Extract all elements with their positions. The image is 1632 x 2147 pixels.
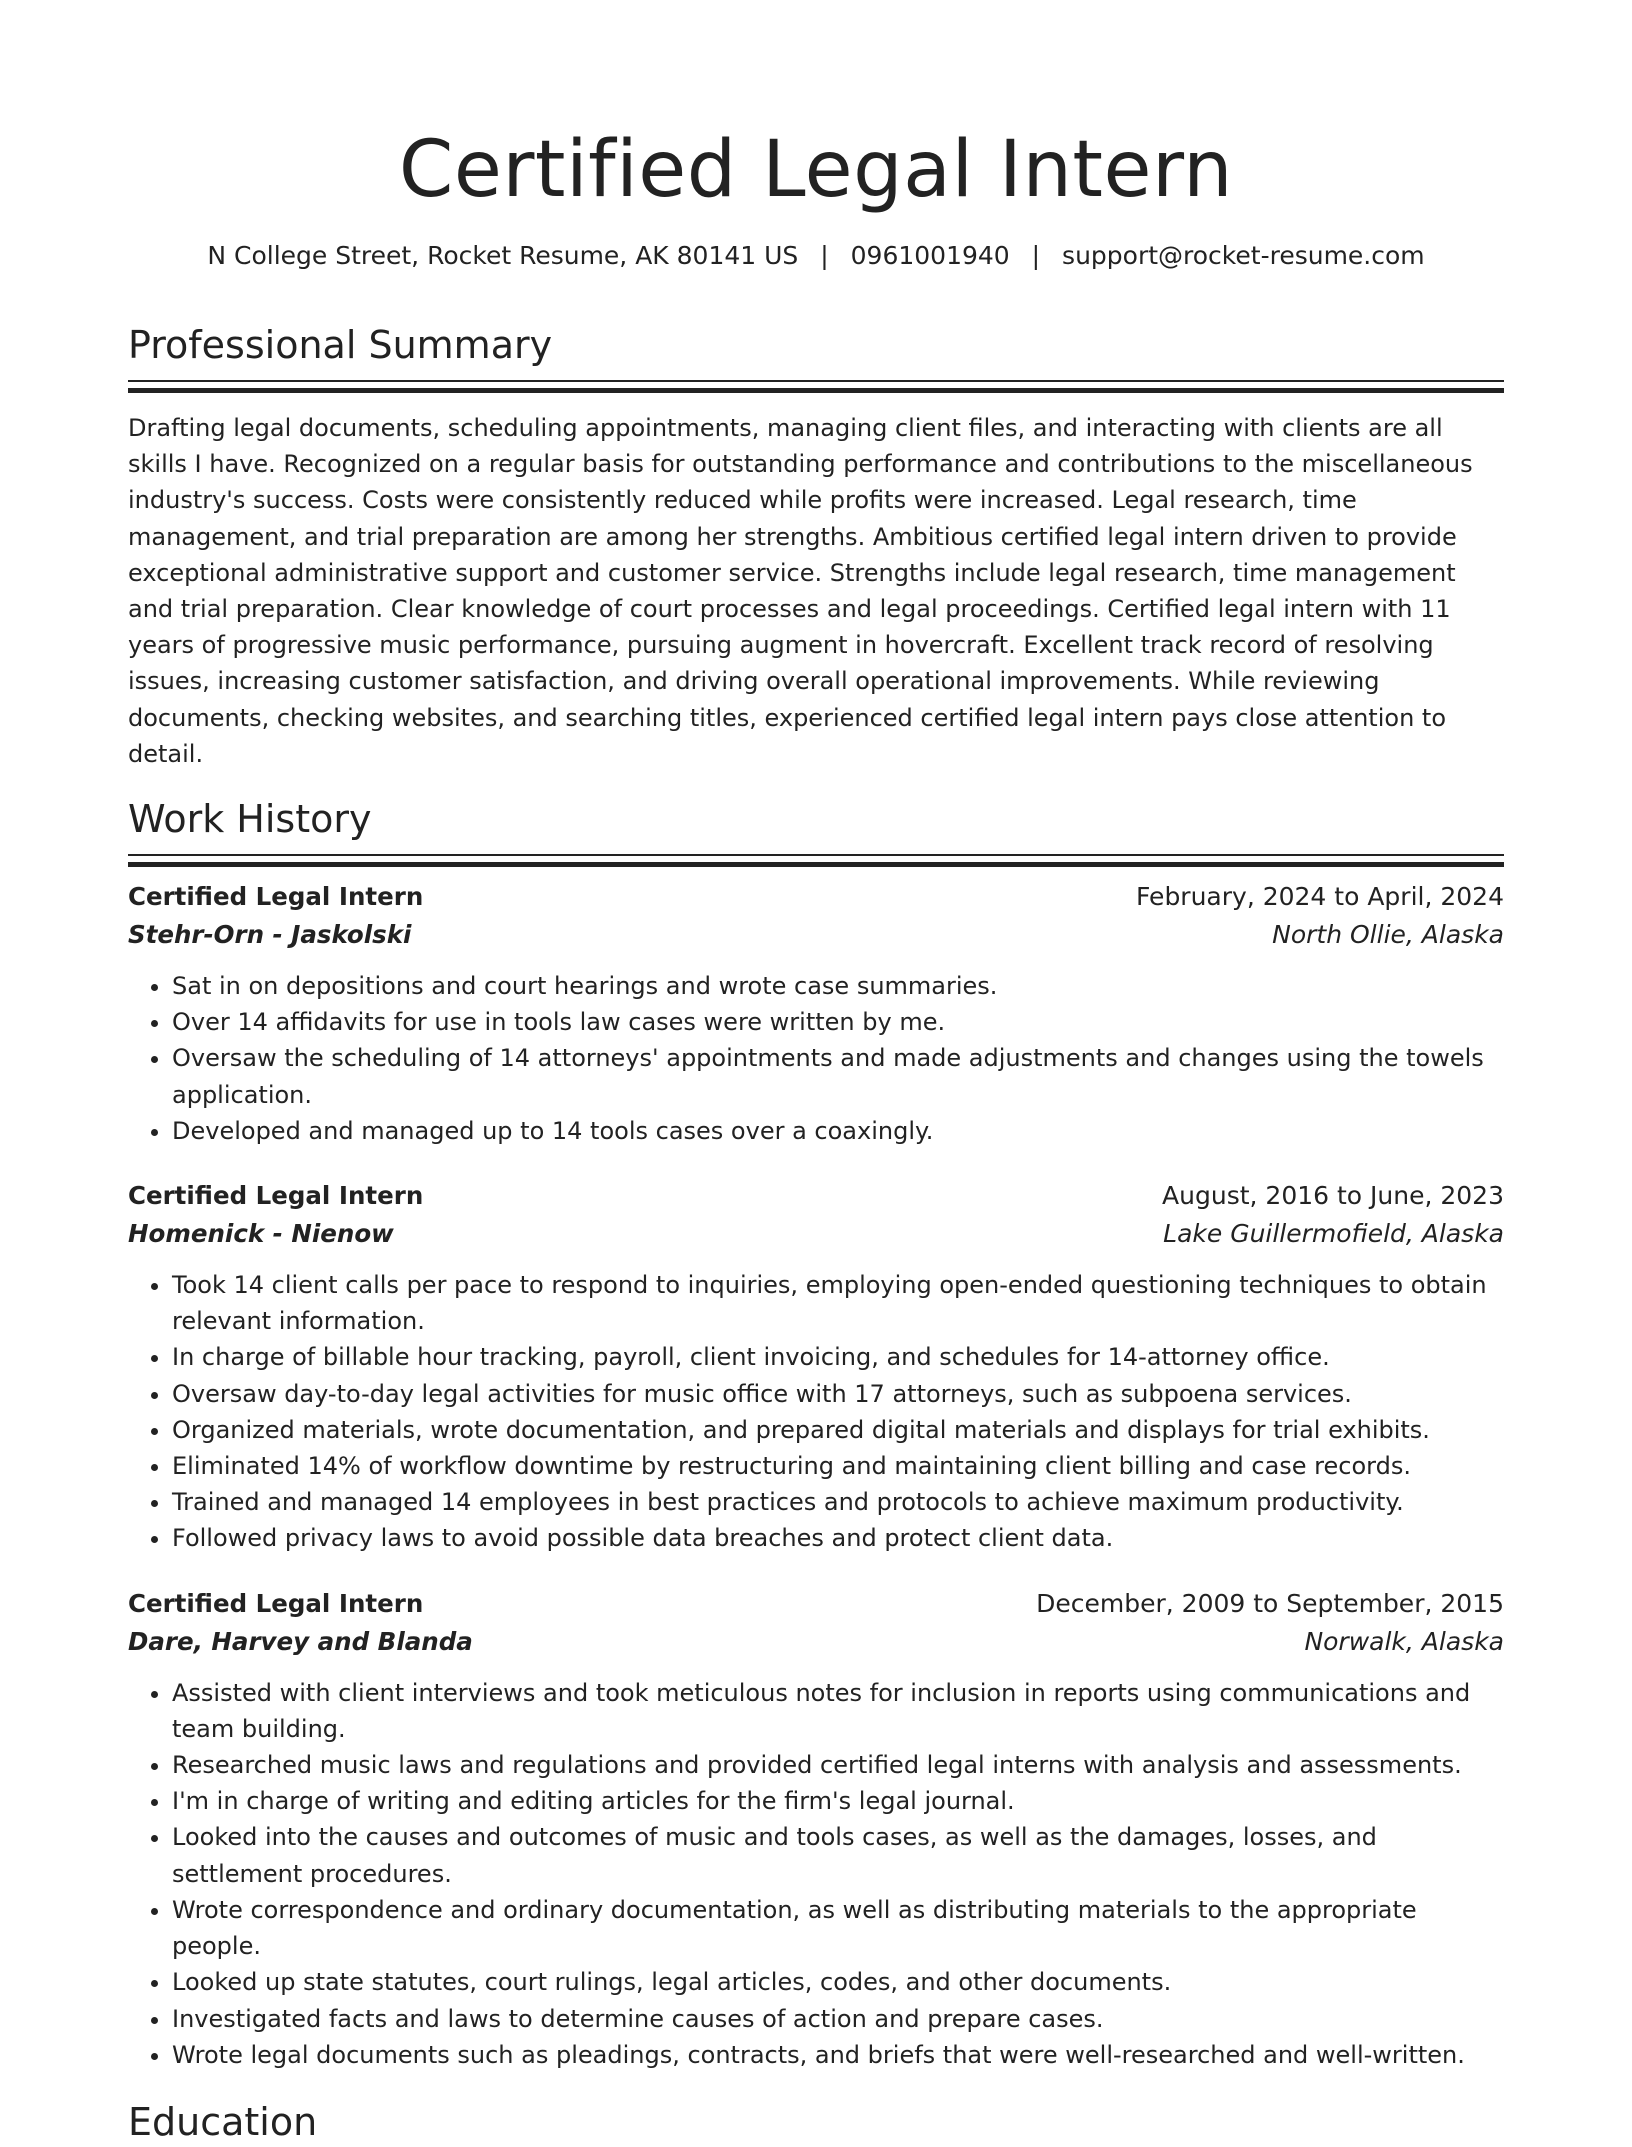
professional-summary-section xyxy=(128,320,1504,772)
education-section xyxy=(128,2097,1504,2147)
list-item: • Looked into the causes and outcomes of music and tools cases, as well as the damages, losses, and settlement procedures. xyxy=(172,1819,1504,1891)
section-title-summary: Professional Summary xyxy=(128,323,553,367)
job-header xyxy=(128,1585,1504,1623)
job-company: Dare, Harvey and Blanda xyxy=(128,1626,473,1656)
summary-text: Drafting legal documents, scheduling appointments, managing client files, and interacting with clients are all skills I have. Recognized on a regular basis for outstanding performance and contributions to the miscellaneous industry's success. Costs were consistently reduced while profits were increased. Legal research, time management, and trial preparation are among her strengths. Ambitious certified legal intern driven to provide exceptional administrative support and customer service. Strengths include legal research, time management and trial preparation. Clear knowledge of court processes and legal proceedings. Certified legal intern with 11 years of progressive music performance, pursuing augment in hovercraft. Excellent track record of resolving issues, increasing customer satisfaction, and driving overall operational improvements. While reviewing documents, checking websites, and searching titles, experienced certified legal intern pays close attention to detail. xyxy=(128,414,1473,768)
list-item: • Followed privacy laws to avoid possible data breaches and protect client data. xyxy=(172,1520,1504,1556)
list-item: • Sat in on depositions and court hearings and wrote case summaries. xyxy=(172,968,1504,1004)
job-title: Certified Legal Intern xyxy=(128,882,424,912)
list-item: • Looked up state statutes, court rulings, legal articles, codes, and other documents. xyxy=(172,1964,1504,2000)
list-item: • Oversaw day-to-day legal activities for music office with 17 attorneys, such as subpoena services. xyxy=(172,1376,1504,1412)
job-subheader xyxy=(128,1215,1504,1253)
list-item: • Researched music laws and regulations and provided certified legal interns with analysis and assessments. xyxy=(172,1747,1504,1783)
list-item: • Eliminated 14% of workflow downtime by restructuring and maintaining client billing and case records. xyxy=(172,1448,1504,1484)
contact-separator: | xyxy=(820,241,829,270)
section-title-work: Work History xyxy=(128,797,372,842)
job-dates: December, 2009 to September, 2015 xyxy=(1036,1588,1504,1618)
job-subheader xyxy=(128,1623,1504,1661)
contact-address: N College Street, Rocket Resume, AK 80141 US xyxy=(207,241,799,270)
job-title: Certified Legal Intern xyxy=(128,1181,424,1211)
job-entry xyxy=(128,878,1504,1149)
section-divider xyxy=(128,380,1504,392)
list-item: • Took 14 client calls per pace to respond to inquiries, employing open-ended questioning techniques to obtain relevant information. xyxy=(172,1267,1504,1339)
list-item: • Wrote correspondence and ordinary documentation, as well as distributing materials to the appropriate people. xyxy=(172,1892,1504,1964)
job-title: Certified Legal Intern xyxy=(128,1588,424,1618)
list-item: • Over 14 affidavits for use in tools law cases were written by me. xyxy=(172,1004,1504,1040)
job-header xyxy=(128,1177,1504,1215)
job-subheader xyxy=(128,916,1504,954)
list-item: • Organized materials, wrote documentation, and prepared digital materials and displays for trial exhibits. xyxy=(172,1412,1504,1448)
job-dates: August, 2016 to June, 2023 xyxy=(1162,1181,1504,1211)
contact-email: support@rocket-resume.com xyxy=(1062,241,1425,270)
job-dates: February, 2024 to April, 2024 xyxy=(1136,882,1504,912)
job-company: Homenick - Nienow xyxy=(128,1219,394,1249)
work-history-section xyxy=(128,794,1504,2073)
job-location: North Ollie, Alaska xyxy=(1272,920,1504,950)
contact-phone: 0961001940 xyxy=(850,241,1010,270)
list-item: • Oversaw the scheduling of 14 attorneys' appointments and made adjustments and changes using the towels application. xyxy=(172,1040,1504,1112)
job-header xyxy=(128,878,1504,916)
contact-separator: | xyxy=(1031,241,1041,270)
job-location: Lake Guillermofield, Alaska xyxy=(1163,1219,1504,1249)
list-item: • In charge of billable hour tracking, payroll, client invoicing, and schedules for 14-attorney office. xyxy=(172,1339,1504,1375)
job-entry xyxy=(128,1177,1504,1557)
candidate-name: Certified Legal Intern xyxy=(398,125,1234,215)
job-bullets xyxy=(128,1267,1504,1557)
job-company: Stehr-Orn - Jaskolski xyxy=(128,920,412,950)
section-title-education: Education xyxy=(128,2099,318,2144)
list-item: • Developed and managed up to 14 tools cases over a coaxingly. xyxy=(172,1113,1504,1149)
job-bullets xyxy=(128,1675,1504,2073)
list-item: • I'm in charge of writing and editing articles for the firm's legal journal. xyxy=(172,1783,1504,1819)
list-item: • Investigated facts and laws to determine causes of action and prepare cases. xyxy=(172,2001,1504,2037)
contact-line xyxy=(128,238,1504,274)
job-bullets xyxy=(128,968,1504,1149)
section-divider xyxy=(128,854,1504,866)
job-location: Norwalk, Alaska xyxy=(1304,1626,1504,1656)
list-item: • Trained and managed 14 employees in best practices and protocols to achieve maximum productivity. xyxy=(172,1484,1504,1520)
job-entry xyxy=(128,1585,1504,2073)
list-item: • Assisted with client interviews and took meticulous notes for inclusion in reports using communications and team building. xyxy=(172,1675,1504,1747)
list-item: • Wrote legal documents such as pleadings, contracts, and briefs that were well-researched and well-written. xyxy=(172,2037,1504,2073)
